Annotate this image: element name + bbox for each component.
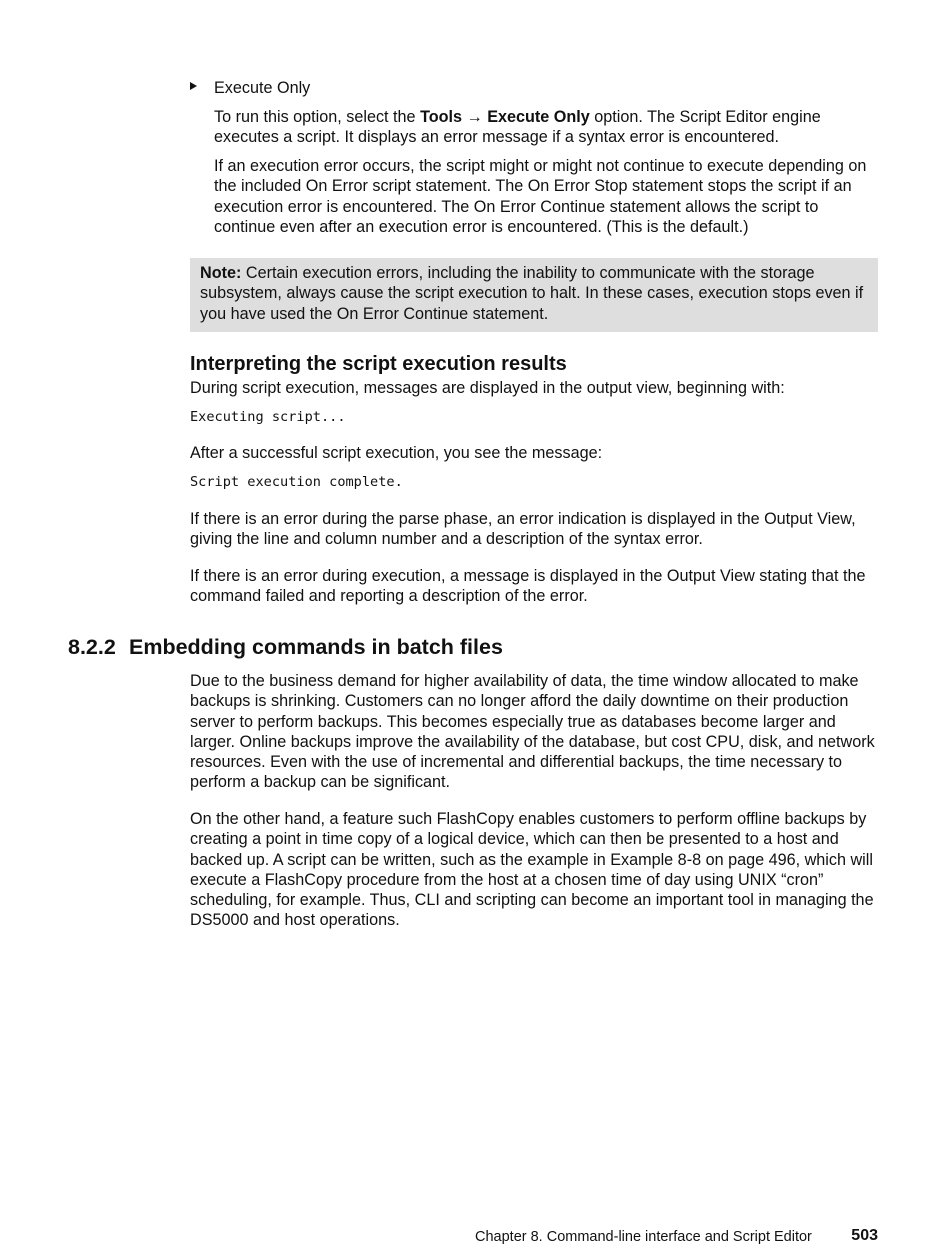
code-executing-script: Executing script... (190, 409, 346, 425)
note-text (200, 263, 870, 324)
bullet-triangle-icon (190, 82, 197, 90)
menu-name-execute-only: Execute Only (487, 108, 590, 126)
note-label: Note: (200, 264, 242, 282)
text-run: To run this option, select the (214, 108, 421, 126)
paragraph-during-execution: During script execution, messages are displayed in the output view, beginning with: (190, 379, 785, 397)
paragraph-execution-error: If there is an error during execution, a message is displayed in the Output View stating that the command failed and reporting a description of the error. (190, 567, 866, 606)
note-body: Certain execution errors, including the inability to communicate with the storage subsystem, always cause the script execution to halt. In these cases, execution stops even if you have used the On Error Continue statement. (200, 264, 864, 323)
section-title: Embedding commands in batch files (129, 635, 503, 659)
section-number: 8.2.2 (68, 635, 116, 659)
paragraph-flashcopy: On the other hand, a feature such FlashCopy enables customers to perform offline backups by creating a point in time copy of a logical device, which can then be presented to a host and backed up. A script can be written, such as the example in Example 8-8 on page 496, which will execute a FlashCopy procedure from the host at a chosen time of day using UNIX “cron” scheduling, for example. Thus, CLI and scripting can become an important tool in managing the DS5000 and host operations. (190, 810, 874, 930)
note-box (190, 258, 878, 332)
footer-chapter-title: Chapter 8. Command-line interface and Script Editor (475, 1229, 812, 1245)
bullet-paragraph-1 (214, 107, 879, 148)
bullet-title: Execute Only (214, 79, 311, 97)
bullet-paragraph-2: If an execution error occurs, the script might or might not continue to execute depending on the included On Error script statement. The On Error Stop statement stops the script if an execution error is encountered. The On Error Continue statement allows the script to continue even after an execution error is encountered. (This is the default.) (214, 157, 867, 236)
section-heading (68, 634, 503, 660)
code-execution-complete: Script execution complete. (190, 474, 403, 490)
menu-name-tools: Tools (420, 108, 463, 126)
paragraph-after-success: After a successful script execution, you see the message: (190, 444, 603, 462)
text-run: option. The Script Editor engine executes a script. It displays an error message if a syntax error is encountered. (214, 108, 821, 147)
page-number: 503 (851, 1227, 878, 1244)
paragraph-business-demand: Due to the business demand for higher availability of data, the time window allocated to make backups is shrinking. Customers can no longer afford the daily downtime on their production server to perform backups. This becomes especially true as databases become larger and larger. Online backups improve the availability of the database, but cost CPU, disk, and network resources. Even with the use of incremental and differential backups, the time necessary to perform a backup can be significant. (190, 672, 875, 792)
menu-arrow-icon: → (466, 108, 483, 126)
paragraph-parse-error: If there is an error during the parse phase, an error indication is displayed in the Output View, giving the line and column number and a description of the syntax error. (190, 510, 856, 549)
subheading-interpreting-results: Interpreting the script execution results (190, 353, 567, 375)
